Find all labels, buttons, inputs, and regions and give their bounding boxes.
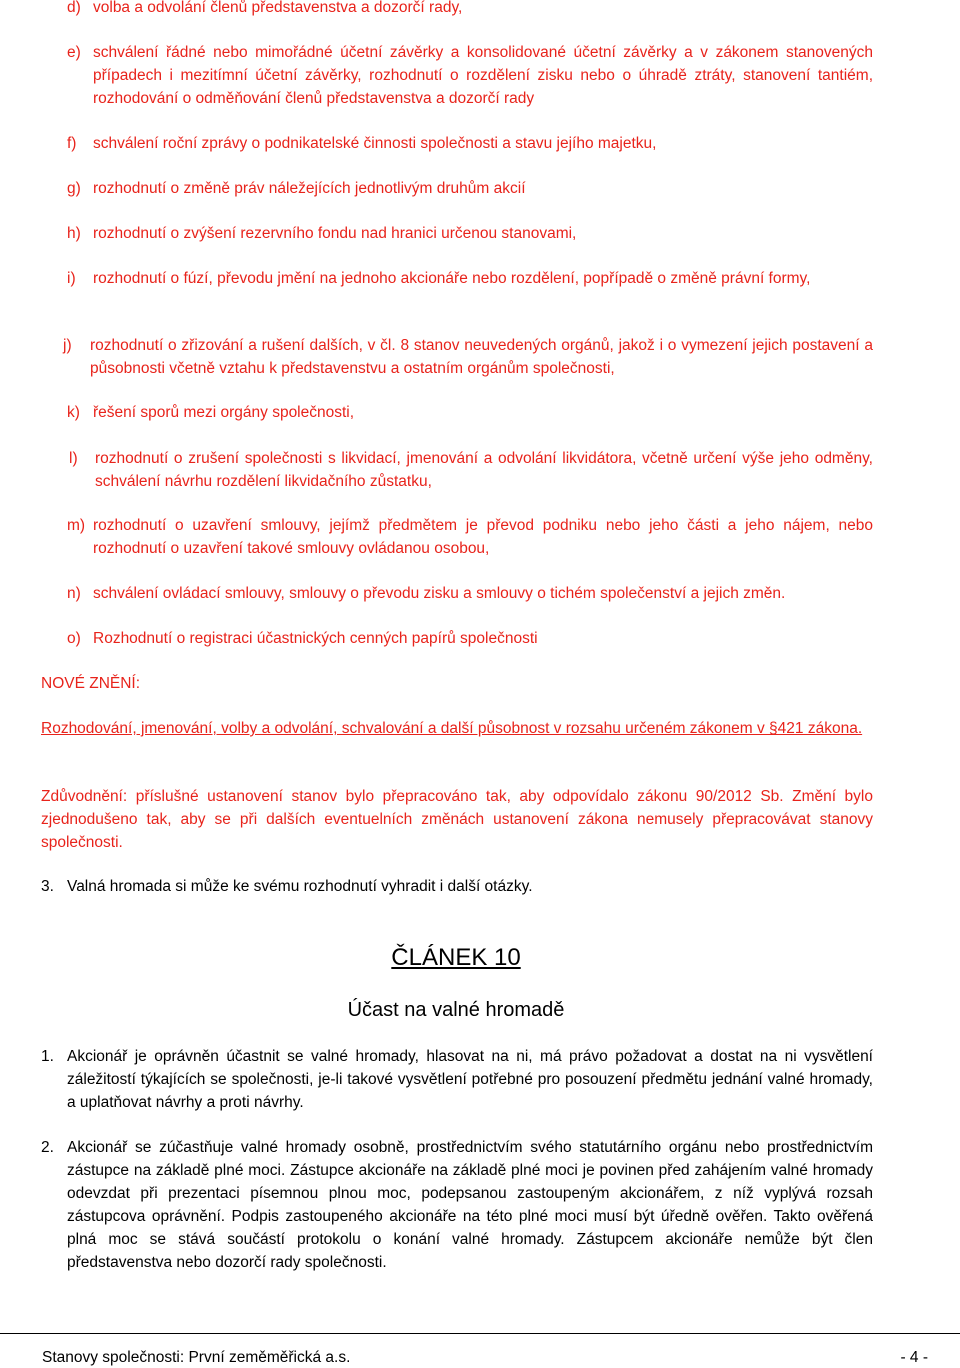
list-item: [67, 222, 873, 245]
numbered-point: [41, 1136, 873, 1274]
list-item-text: rozhodnutí o uzavření smlouvy, jejímž předmětem je převod podniku nebo jeho části a jeho nájem, nebo rozhodnutí o uzavření takové smlouvy ovládanou osobou,: [93, 517, 873, 557]
list-item-label: m): [67, 517, 86, 534]
list-item-label: i): [67, 270, 76, 287]
list-item-label: d): [67, 0, 81, 16]
list-item-text: rozhodnutí o zřizování a rušení dalších, v čl. 8 stanov neuvedených orgánů, jakož i o vymezení jejich postavení a působnosti včetně vztahu k představenstvu a ostatním orgánům společnosti,: [90, 337, 873, 377]
footer-document-name: Stanovy společnosti: První zeměměřická a.s.: [42, 1349, 351, 1366]
point-number: 2.: [41, 1139, 54, 1156]
numbered-point: [41, 1045, 873, 1114]
list-item-label: g): [67, 180, 81, 197]
point-text: Akcionář je oprávněn účastnit se valné hromady, hlasovat na ni, má právo požadovat a dostat na ni vysvětlení záležitostí týkajících se společnosti, je-li takové vysvětlení potřebné pro posouzení předmětu jednání valné hromady, a uplatňovat návrhy a proti návrhy.: [67, 1048, 873, 1111]
list-item-text: rozhodnutí o změně práv náležejících jednotlivým druhům akcií: [93, 180, 526, 197]
list-item: [67, 627, 873, 650]
list-item-label: k): [67, 404, 80, 421]
list-item-text: schválení řádné nebo mimořádné účetní závěrky a konsolidované účetní závěrky a v zákonem stanovených případech i mezitímní účetní závěrky, rozhodnutí o rozdělení zisku nebo o úhradě ztráty, stanovení tantiém, rozhodování o odměňování členů představenstva a dozorčí rady: [93, 44, 873, 107]
list-item-label: e): [67, 44, 81, 61]
footer-divider: [0, 1333, 960, 1334]
list-item: [67, 267, 873, 290]
list-item-text: schválení roční zprávy o podnikatelské činnosti společnosti a stavu jejího majetku,: [93, 135, 657, 152]
list-item: [67, 41, 873, 110]
list-item: [67, 132, 873, 155]
list-item-text: schválení ovládací smlouvy, smlouvy o převodu zisku a smlouvy o tichém společenství a jejich změn.: [93, 585, 786, 602]
list-item-label: j): [63, 337, 72, 354]
point-number: 1.: [41, 1048, 54, 1065]
list-item-label: l): [69, 450, 78, 467]
list-item-text: rozhodnutí o fúzí, převodu jmění na jednoho akcionáře nebo rozdělení, popřípadě o změně právní formy,: [93, 270, 811, 287]
new-wording-label: NOVÉ ZNĚNÍ:: [41, 675, 141, 692]
point-text: Akcionář se zúčastňuje valné hromady osobně, prostřednictvím svého statutárního orgánu nebo prostřednictvím zástupce na základě plné moci. Zástupce akcionáře na základě plné moci je povinen před zahájením valné hromady odevzdat při prezentaci písemnou plnou moc, podepsanou zastoupeným akcionářem, z níž vyplývá rozsah zástupcova oprávnění. Podpis zastoupeného akcionáře na této plné moci musí být úředně ověřen. Takto ověřená plná moc se stává součástí protokolu o konání valné hromady. Zástupcem akcionáře nemůže být člen představenstva nebo dozorčí rady společnosti.: [67, 1139, 873, 1271]
list-item-text: rozhodnutí o zvýšení rezervního fondu nad hranici určenou stanovami,: [93, 225, 577, 242]
list-item-text: volba a odvolání členů představenstva a dozorčí rady,: [93, 0, 463, 16]
list-item-text: Rozhodnutí o registraci účastnických cenných papírů společnosti: [93, 630, 538, 647]
footer-page-number: - 4 -: [900, 1349, 928, 1366]
list-item-text: rozhodnutí o zrušení společnosti s likvidací, jmenování a odvolání likvidátora, včetně určení výše jeho odměny, schválení návrhu rozdělení likvidačního zůstatku,: [95, 450, 873, 490]
list-item: [69, 447, 873, 493]
list-item: [67, 582, 873, 605]
point-text: Valná hromada si může ke svému rozhodnutí vyhradit i další otázky.: [67, 878, 533, 895]
list-item-label: f): [67, 135, 77, 152]
list-item: [67, 514, 873, 560]
justification-text: Zdůvodnění: příslušné ustanovení stanov bylo přepracováno tak, aby odpovídalo zákonu 90/2012 Sb. Změní bylo zjednodušeno tak, aby se při dalších eventuelních změnách ustanovení zákona nemusely přepracovávat stanovy společnosti.: [41, 788, 873, 851]
list-item: [67, 177, 873, 200]
list-item-label: o): [67, 630, 81, 647]
point-number: 3.: [41, 878, 54, 895]
new-wording-text: Rozhodování, jmenování, volby a odvolání, schvalování a další působnost v rozsahu určeném zákonem v §421 zákona.: [41, 720, 863, 737]
list-item-text: řešení sporů mezi orgány společnosti,: [93, 404, 355, 421]
article-title: ČLÁNEK 10: [391, 944, 521, 971]
list-item: [67, 401, 873, 424]
numbered-point: [41, 875, 873, 898]
article-subtitle: Účast na valné hromadě: [347, 999, 565, 1021]
list-item-label: n): [67, 585, 81, 602]
list-item: [67, 0, 873, 19]
list-item-label: h): [67, 225, 81, 242]
list-item: [63, 334, 873, 380]
